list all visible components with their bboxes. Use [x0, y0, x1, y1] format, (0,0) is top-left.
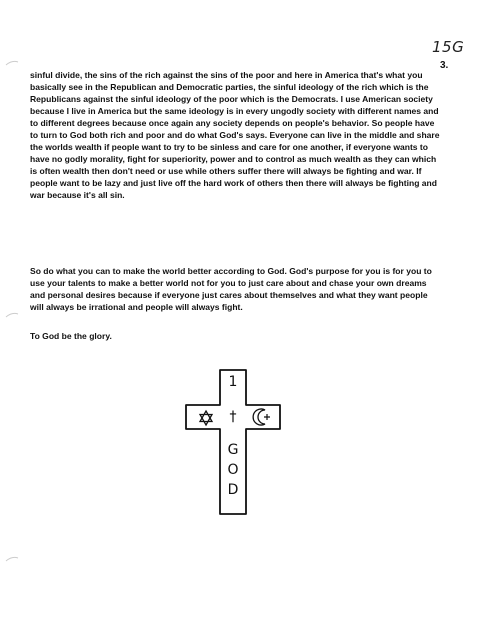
cross-dagger-symbol: †	[229, 409, 237, 425]
crescent-cross-icon	[253, 409, 270, 425]
closing-line: To God be the glory.	[30, 331, 112, 341]
page-number: 3.	[440, 60, 449, 71]
handwritten-page-label: 15G	[432, 38, 465, 56]
punch-hole-mark	[5, 60, 19, 66]
cross-letter: G	[227, 442, 239, 458]
paragraph: So do what you can to make the world better according to God. God's purpose for you is for you to use your talents to make a better world not for you to just care about and chase your own dreams and personal desires because if everyone just cares about themselves and what they want people will always be irrational and people will always fight.	[30, 266, 432, 313]
cross-letter: D	[227, 482, 239, 498]
cross-drawing	[183, 367, 283, 517]
cross-letter: O	[227, 462, 239, 478]
punch-hole-mark	[5, 312, 19, 318]
punch-hole-mark	[5, 556, 19, 562]
paragraph: sinful divide, the sins of the rich against the sins of the poor and here in America that's what you basically see in the Republican and Democratic parties, the sinful ideology of the rich which is the Republicans against the sinful ideology of the poor which is the Democrats. I use American society because I live in America but the same ideology is in every ungodly society with different names and to different degrees because once again any society depends on people's behavior. So people have to turn to God both rich and poor and do what God's says. Everyone can live in the middle and share the worlds wealth if people want to try to be sinless and care for one another, if everyone wants to have no godly morality, fight for superiority, power and to control as much wealth as they can which is often wealth then don't need or use while others suffer there will always be fighting and war. If people want to be lazy and just live off the hard work of others then there will always be fighting and war because it's all sin.	[30, 70, 440, 201]
star-of-david-icon	[200, 411, 212, 425]
cross-top-text: 1	[228, 374, 238, 390]
